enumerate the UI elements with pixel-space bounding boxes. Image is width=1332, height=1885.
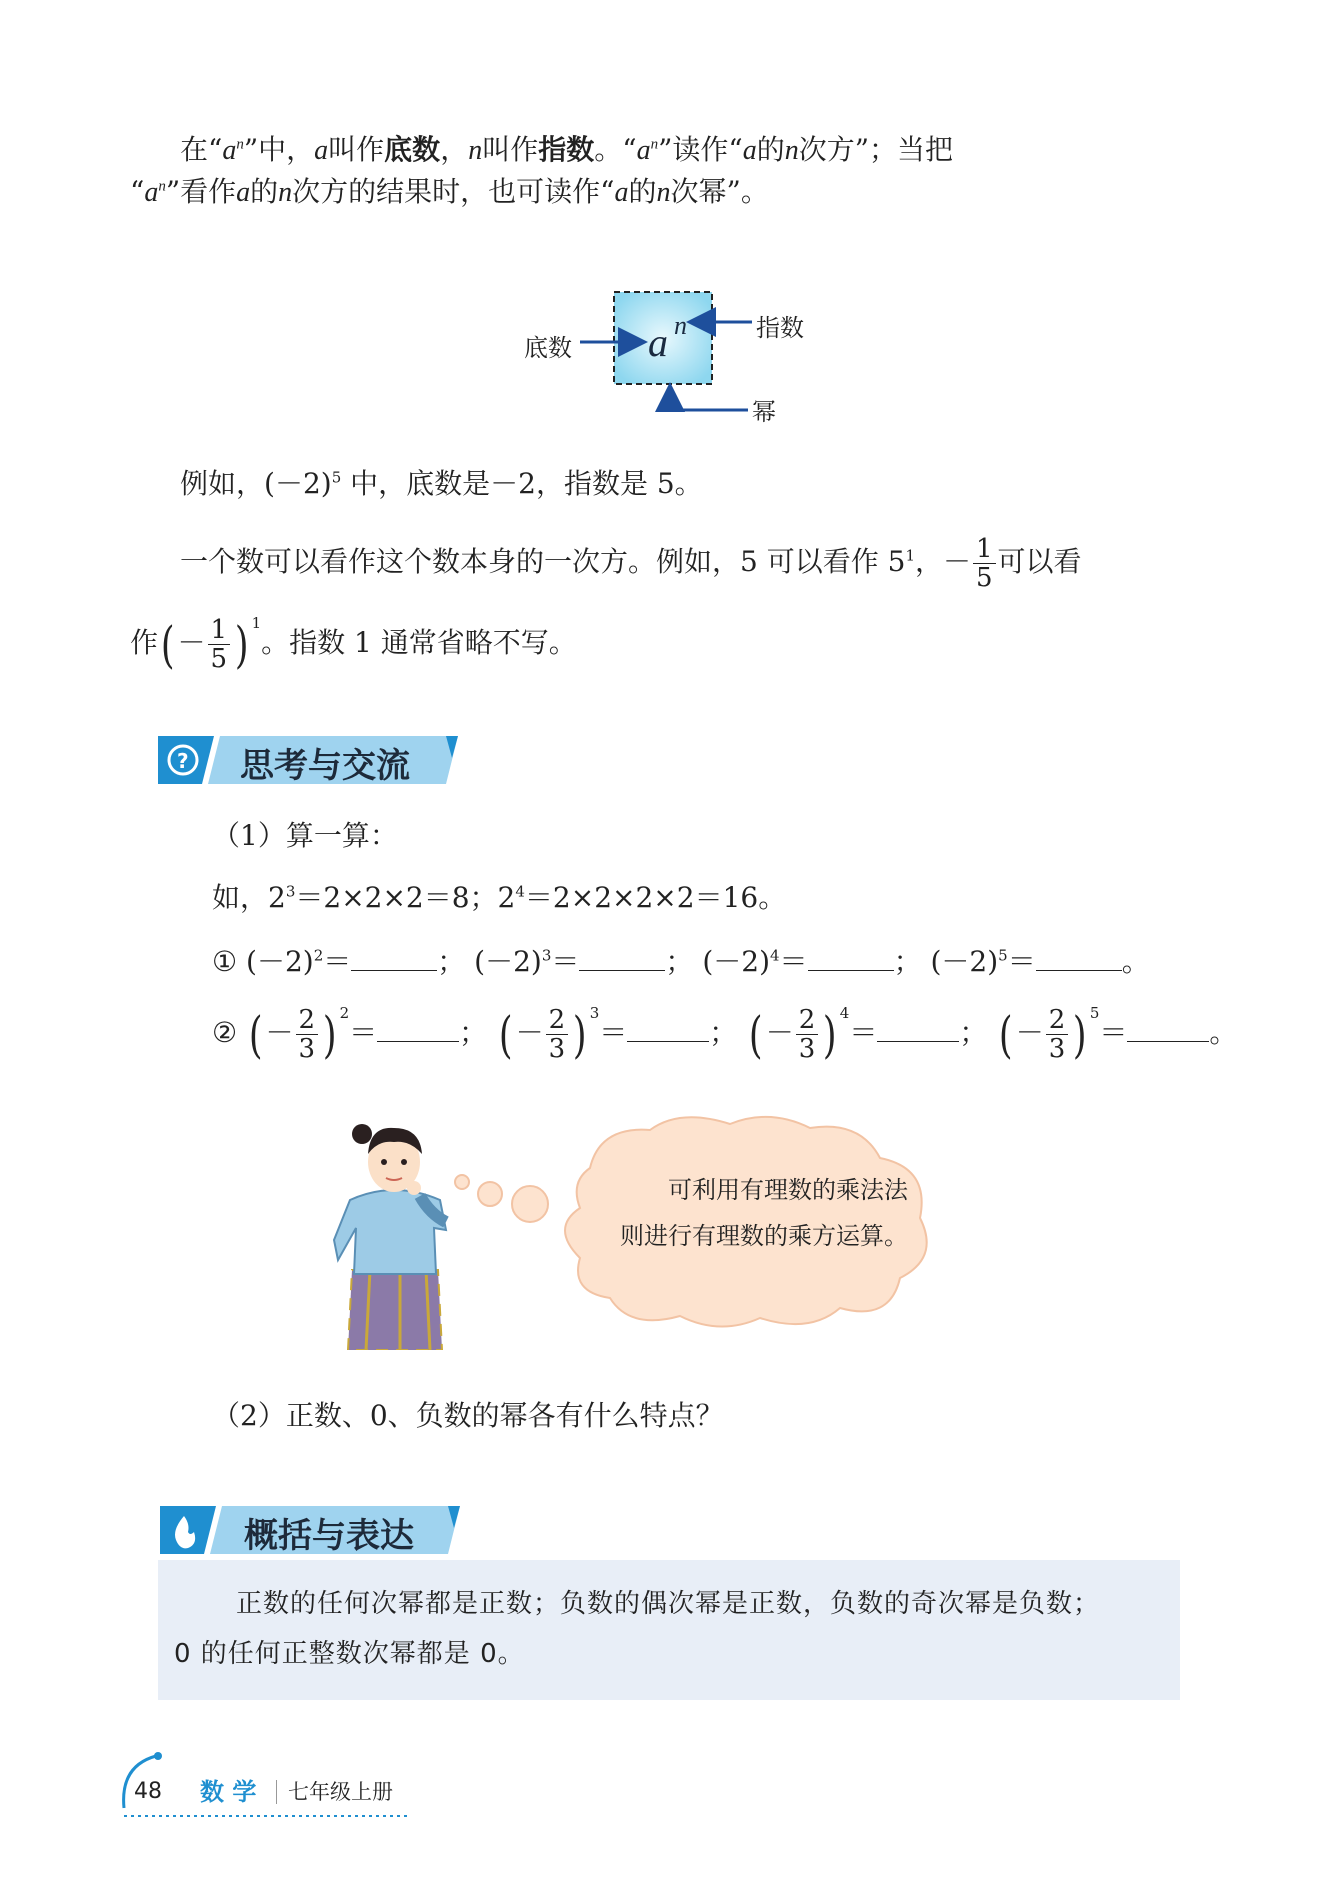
q1-label: （1）算一算： bbox=[212, 819, 398, 852]
q2-text: （2）正数、0、负数的幂各有什么特点？ bbox=[212, 1399, 724, 1432]
answer-blank[interactable] bbox=[1127, 1013, 1209, 1042]
footer-grade: 七年级上册 bbox=[288, 1780, 393, 1804]
bubble-line1: 可利用有理数的乘法法 bbox=[668, 1176, 908, 1204]
exponent-label: 指数 bbox=[756, 314, 804, 342]
q1-row2: ② ( － $\frac{2}{3}$ ) $^2$＝ ； ( － $\frac{2}{3}$ ) $^3$＝ ； ( － $\frac{2}{3}$ ) $^4$＝ ； ( － $\frac{2}{3}$ ) $^5$＝ 。 bbox=[212, 1003, 1238, 1064]
footer-divider bbox=[276, 1780, 277, 1804]
para2-line1: 一个数可以看作这个数本身的一次方。例如，5 可以看作 $5^1$，－ $\frac{1}{5}$ 可以看 bbox=[180, 534, 1082, 593]
summary-line1: 正数的任何次幂都是正数；负数的偶次幂是正数，负数的奇次幂是负数； bbox=[236, 1589, 1101, 1619]
fraction-one-fifth: $\frac{1}{5}$ bbox=[973, 535, 996, 592]
para2-line2: 作( － $\frac{1}{5}$ ) $^1$。指数 1 通常省略不写。 bbox=[130, 613, 577, 674]
summary-line2: 0 的任何正整数次幂都是 0。 bbox=[174, 1639, 525, 1669]
svg-text:?: ? bbox=[177, 749, 189, 773]
q1-example: 如，$2^3=2\times 2\times 2=8$；$2^4=2\times 2\times 2\times 2=16$。 bbox=[212, 881, 787, 914]
answer-blank[interactable] bbox=[1036, 942, 1122, 971]
footer-subject: 数 学 bbox=[200, 1778, 257, 1806]
answer-blank[interactable] bbox=[627, 1013, 709, 1042]
para1-line2: “$a^n$”看作a的n次方的结果时，也可读作“a的n次幂”。 bbox=[130, 175, 769, 208]
power-label: 幂 bbox=[752, 398, 776, 426]
symbol-exp: n bbox=[674, 311, 687, 340]
answer-blank[interactable] bbox=[351, 942, 437, 971]
example1: 例如，$(-2)^5$ 中，底数是－2，指数是 5。 bbox=[180, 467, 703, 500]
answer-blank[interactable] bbox=[877, 1013, 959, 1042]
answer-blank[interactable] bbox=[377, 1013, 459, 1042]
power-arrow bbox=[670, 388, 748, 410]
page-number: 48 bbox=[134, 1779, 162, 1804]
section2-title: 概括与表达 bbox=[244, 1516, 414, 1556]
summary-box bbox=[158, 1560, 1180, 1700]
base-label: 底数 bbox=[524, 334, 572, 362]
section1-title: 思考与交流 bbox=[240, 746, 410, 786]
q1-row1: ① $(-2)^2=$ ； $(-2)^3=$ ； $(-2)^4=$ ； $(-2)^5=$ 。 bbox=[212, 942, 1150, 982]
para1-line1: 在“$a^n$”中，a叫作底数，n叫作指数。“$a^n$”读作“a的n次方”；当把 bbox=[180, 133, 954, 166]
symbol-base: a bbox=[648, 320, 668, 365]
bubble-line2: 则进行有理数的乘方运算。 bbox=[620, 1222, 908, 1250]
answer-blank[interactable] bbox=[808, 942, 894, 971]
answer-blank[interactable] bbox=[579, 942, 665, 971]
